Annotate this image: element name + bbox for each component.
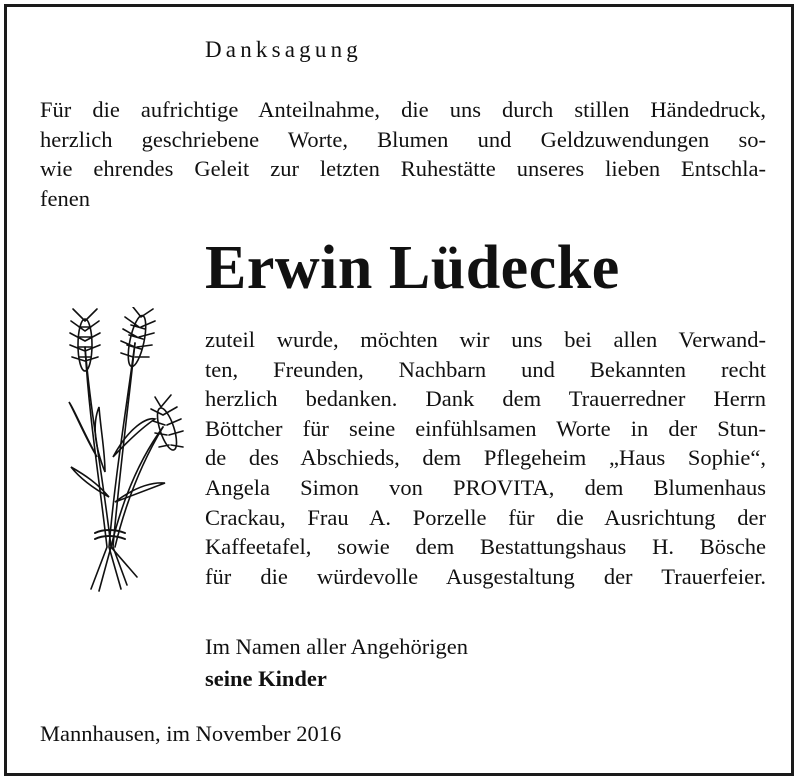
body-line: zuteil wurde, möchten wir uns bei allen Verwand- (205, 327, 766, 352)
body-line: Angela Simon von PROVITA, dem Blumenhaus (205, 474, 766, 500)
body-line: herzlich bedanken. Dank dem Trauerredner Herrn (205, 386, 766, 412)
intro-line: wie ehrendes Geleit zur letzten Ruhestätte unseres lieben Entschla- (40, 156, 766, 181)
body-line: ten, Freunden, Nachbarn und Bekannten recht (205, 356, 766, 382)
notice-frame (4, 4, 794, 776)
intro-line: fenen (40, 185, 90, 211)
intro-paragraph (40, 95, 766, 213)
thanks-paragraph (205, 325, 766, 591)
body-line: Crackau, Frau A. Porzelle für die Ausrichtung der (205, 504, 766, 530)
place-date: Mannhausen, im November 2016 (40, 721, 342, 746)
intro-line: herzlich geschriebene Worte, Blumen und Geldzuwendungen so- (40, 126, 766, 152)
body-line: für die würdevolle Ausgestaltung der Trauerfeier. (205, 563, 766, 589)
wheat-sheaf-icon (51, 307, 191, 597)
body-line: Böttcher für seine einfühlsamen Worte in der Stun- (205, 415, 766, 441)
closing-block (205, 631, 468, 695)
closing-line: Im Namen aller Angehörigen (205, 634, 469, 659)
body-line: Kaffeetafel, sowie dem Bestattungshaus H. Bösche (205, 534, 766, 560)
body-line: de des Abschieds, dem Pflegeheim „Haus Sophie“, (205, 445, 766, 471)
deceased-name: Erwin Lüdecke (205, 234, 620, 302)
signature: seine Kinder (205, 666, 327, 691)
intro-line: Für die aufrichtige Anteilnahme, die uns durch stillen Händedruck, (40, 97, 766, 122)
notice-heading: Danksagung (205, 37, 362, 62)
